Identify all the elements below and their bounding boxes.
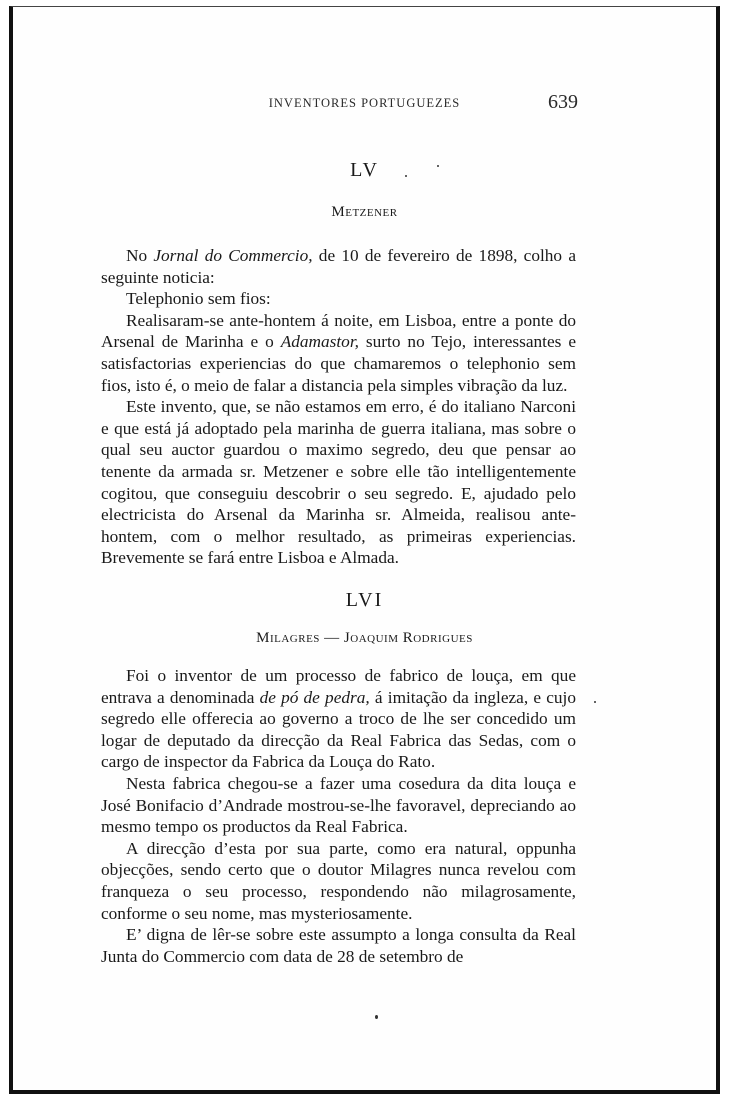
paragraph: A direcção d’esta por sua parte, como era natural, oppunha objecções, sendo certo que o doutor Milagres nunca revelou com franqueza o seu processo, respondendo não milagrosamente, conforme o seu nome, mas mysteriosamente. <box>101 838 576 923</box>
scan-speck <box>405 175 407 177</box>
section-lv-text <box>101 245 576 569</box>
scan-speck <box>375 1015 378 1019</box>
section-title-lvi: Milagres — Joaquim Rodrigues <box>256 630 473 646</box>
scan-speck <box>594 701 596 703</box>
paragraph: No Jornal do Commercio, de 10 de fevereiro de 1898, colho a seguinte noticia: <box>101 246 576 287</box>
paragraph: E’ digna de lêr-se sobre este assumpto a longa consulta da Real Junta do Commercio com data de 28 de setembro de <box>101 925 576 966</box>
section-lvi-text <box>101 665 576 967</box>
scan-speck <box>437 165 439 167</box>
paragraph: Nesta fabrica chegou-se a fazer uma cosedura da dita louça e José Bonifacio d’Andrade mostrou-se-lhe favoravel, depreciando ao mesmo tempo os productos da Real Fabrica. <box>101 773 576 837</box>
section-title-lv: Metzener <box>331 204 398 220</box>
page-number: 639 <box>548 91 578 113</box>
paragraph: Este invento, que, se não estamos em erro, é do italiano Narconi e que está já adoptado pela marinha de guerra italiana, mas sobre o qual seu auctor guardou o maximo segredo, deu que pensar ao tenente da armada sr. Metzener e sobre elle tão intelligentemente cogitou, que conseguiu descobrir o seu segredo. E, ajudado pelo electricista do Arsenal da Marinha sr. Almeida, realisou ante-hontem, com o melhor resultado, as primeiras experiencias. Brevemente se fará entre Lisboa e Almada. <box>101 397 576 568</box>
book-page <box>9 6 720 1094</box>
section-number-lvi: LVI <box>345 589 384 611</box>
running-head <box>13 91 716 115</box>
paragraph: Telephonio sem fios: <box>126 289 271 309</box>
paragraph: Realisaram-se ante-hontem á noite, em Lisboa, entre a ponte do Arsenal de Marinha e o Adamastor, surto no Tejo, interessantes e satisfactorias experiencias do que chamaremos o telephonio sem fios, isto é, o meio de falar a distancia pela simples vibração da luz. <box>101 310 576 395</box>
paragraph: Foi o inventor de um processo de fabrico de louça, em que entrava a denominada de pó de pedra, á imitação da ingleza, e cujo segredo elle offerecia ao governo a troco de lhe ser concedido um logar de deputado da direcção da Real Fabrica das Sedas, com o cargo de inspector da Fabrica da Louça do Rato. <box>101 666 576 772</box>
running-title: INVENTORES PORTUGUEZES <box>268 96 461 110</box>
section-number-lv: LV <box>350 159 379 181</box>
